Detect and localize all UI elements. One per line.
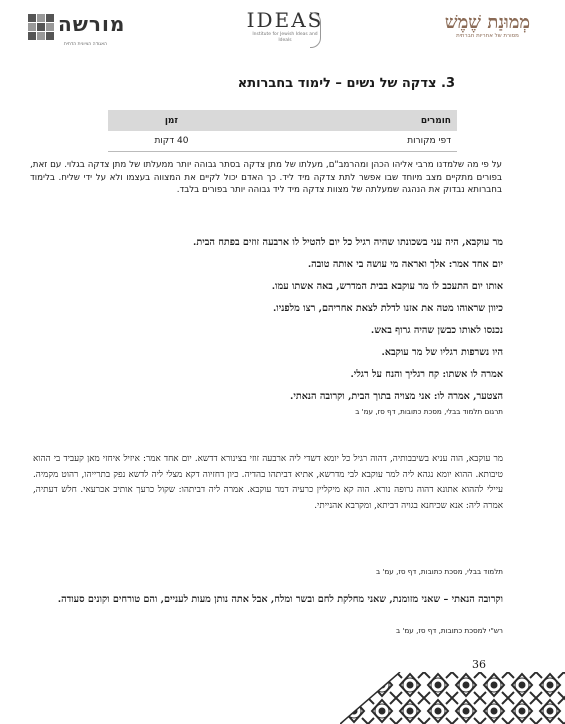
story-text: [33, 235, 503, 416]
page-number: 36: [472, 658, 486, 671]
table-header-row: [108, 110, 457, 131]
section-title: 3. צדקה של נשים – לימוד בחברותא: [237, 76, 455, 91]
table-cell-time: 40 דקות: [108, 131, 235, 152]
rashi-source-citation: רש"י למסכת כתובות, דף סז, עמ' ב: [395, 626, 503, 635]
decorative-ornament-icon: [340, 672, 565, 724]
story-line: אותו יום התעכב לו מר עוקבא בבית המדרש, באה אשתו עמו.: [271, 281, 503, 292]
morasha-logo-name: מורשה: [58, 12, 126, 36]
intro-paragraph: על פי מה שלמדנו מרבי אליהו הכהן ומהרמב"ם, מעלתו של מתן צדקה בסתר גבוהה יותר ממעלתו של מתן צדקה בגלוי. עם זאת, בפורים מתקיים מצב מיוחד שבו אפשר לתת צדקה מיד ליד. כך האדם יכול לקיים את המצווה בעצמו ולא על ידי שליח. בלימוד בחברותא נבדוק את הנהגה שמעלתה של מצוות צדקה מיד ליד גבוהה יותר בפורים בלבד.: [30, 160, 502, 196]
morasha-logo-subtitle: האגודה הציונית הדתית: [63, 42, 108, 47]
aramaic-source-citation: תלמוד בבלי, מסכת כתובות, דף סז, עמ' ב: [376, 567, 503, 576]
story-line: כיוון שראוהו מטה את אזנו לדלת לצאת אחריהם, רצו מלפניו.: [272, 303, 503, 314]
morasha-logo-icon: [28, 14, 54, 40]
story-line: אמרה לו אשתו: קח רגליך והנח על רגלי.: [350, 369, 503, 380]
ideas-logo: [245, 8, 325, 56]
materials-table: [108, 110, 457, 152]
memunat-shemesh-logo: [430, 12, 545, 54]
story-line: הצטער, אמרה לו: אני מצויה בתוך הבית, וקרובה הנאתי.: [290, 391, 503, 402]
table-header-materials: חומרים: [235, 110, 457, 131]
story-line: יום אחד אמר: אלך ואראה מי עושה בי אותה טובה.: [307, 259, 503, 270]
story-line: מר עוקבא, היה עני בשכונתו שהיה רגיל כל יום להטיל לו ארבעה זוזים בפתח הבית.: [193, 237, 503, 248]
ideas-logo-subtitle: Institute for Jewish Ideas and Ideals: [252, 32, 318, 43]
story-source: תרגום תלמוד בבלי, מסכת כתובות, דף סז, עמ' ב: [355, 407, 503, 416]
page-header: [0, 0, 565, 62]
table-row: [108, 131, 457, 152]
story-line: נכנסו לאותו כבשן שהיה גרוף באש.: [370, 325, 503, 336]
table-header-time: זמן: [108, 110, 235, 131]
memunat-shemesh-logo-subtitle: מסורת של אחריות חברתית: [456, 33, 519, 39]
rashi-commentary: וקרובה הנאתי – שאני מזומנת, שאני מחלקת לחם ובשר ומלח, אבל אתה נותן מעות לעניים, והם טורחים וקונים סעודה.: [57, 594, 503, 605]
ideas-logo-name: IDEAS: [246, 8, 324, 32]
ideas-logo-arc-icon: [310, 12, 321, 48]
story-line: היו נשרפות רגליו של מר עוקבא.: [381, 347, 503, 358]
aramaic-source-text: מר עוקבא, הוה עניא בשיבבותיה, דהוה רגיל כל יומא דשדי ליה ארבעה זוזי בצינורא דדשא. יום אחד אמר: איזיל איחזי מאן קעביד בי ההוא טיבותא. ההוא יומא נגהא ליה למר עוקבא לבי מדרשא, אתיא דביתהו בהדיה. כיון דחזיוה דקא מצלי ליה לדשא נפק בתרייהו, רהוט מקמיה. עיילי לההוא אתונא דהוה גרופה נורא. הוה קא מיקליין כרעיה דמר עוקבא. אמרה ליה דביתהו: שקול כרעך אותיב אכרעאי. חלש דעתיה, אמרה ליה: אנא שכיחנא בגויה דביתא, ומקרבא אהנייתי.: [33, 454, 503, 511]
memunat-shemesh-logo-name: מְמוּנַת שֶׁמֶשׁ: [444, 12, 531, 33]
table-cell-materials: דפי מקורות: [235, 131, 457, 152]
morasha-logo: [28, 12, 143, 50]
